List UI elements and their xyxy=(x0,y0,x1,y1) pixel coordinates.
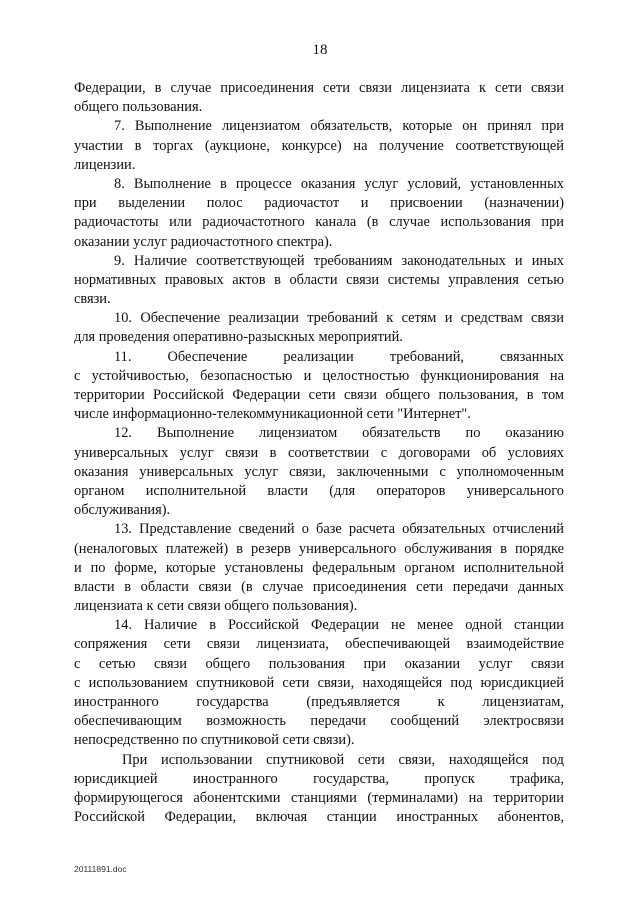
text-line: числе информационно-телекоммуникационной сети "Интернет". xyxy=(74,406,471,423)
text-line: с сетью связи общего пользования при оказании услуг связи xyxy=(74,655,564,672)
text-line: обеспечивающим возможность передачи сообщений электросвязи xyxy=(74,713,564,730)
paragraph xyxy=(74,79,564,117)
text-line: 7. Выполнение лицензиатом обязательств, которые он принял при xyxy=(114,118,564,135)
text-line: непосредственно по спутниковой сети связи). xyxy=(74,732,355,749)
text-line: связи. xyxy=(74,291,111,308)
text-line: оказания универсальных услуг связи, заключенными с уполномоченным xyxy=(74,463,564,480)
text-line: участии в торгах (аукционе, конкурсе) на получение соответствующей xyxy=(74,137,564,154)
text-line: обслуживания). xyxy=(74,502,171,519)
paragraph xyxy=(74,616,564,750)
text-line: территории Российской Федерации сети связи общего пользования, в том xyxy=(74,387,564,403)
text-line: для проведения оперативно-разыскных мероприятий. xyxy=(74,329,403,346)
text-line: 9. Наличие соответствующей требованиям законодательных и иных xyxy=(114,252,564,269)
text-line: сопряжения сети связи лицензиата, обеспечивающей взаимодействие xyxy=(74,636,564,653)
text-line: При использовании спутниковой сети связи, находящейся под xyxy=(122,751,564,768)
text-line: 8. Выполнение в процессе оказания услуг условий, установленных xyxy=(114,175,564,192)
text-line: иностранного государства (предъявляется к лицензиатам, xyxy=(74,694,564,710)
text-line: 14. Наличие в Российской Федерации не менее одной станции xyxy=(114,617,564,634)
text-line: с использованием спутниковой сети связи, находящейся под юрисдикцией xyxy=(74,674,564,691)
text-line: 12. Выполнение лицензиатом обязательств по оказанию xyxy=(114,425,564,442)
paragraph xyxy=(74,117,564,175)
text-line: и по форме, которые установлены федеральным органом исполнительной xyxy=(74,559,564,576)
text-line: общего пользования. xyxy=(74,99,203,116)
text-line: Федерации, в случае присоединения сети связи лицензиата к сети связи xyxy=(74,80,564,96)
text-line: органом исполнительной власти (для операторов универсального xyxy=(74,482,564,499)
page-number: 18 xyxy=(312,42,328,58)
text-line: радиочастоты или радиочастотного канала (в случае использования при xyxy=(74,214,564,231)
text-line: (неналоговых платежей) в резерв универсального обслуживания в порядке xyxy=(74,540,564,557)
text-line: юрисдикцией иностранного государства, пропуск трафика, xyxy=(74,770,564,787)
paragraph xyxy=(74,309,564,347)
text-line: оказании услуг радиочастотного спектра). xyxy=(74,233,333,250)
text-line: лицензии. xyxy=(74,156,136,173)
text-line: с устойчивостью, безопасностью и целостностью функционирования на xyxy=(74,367,564,384)
paragraph xyxy=(74,520,564,616)
text-line: 13. Представление сведений о базе расчета обязательных отчислений xyxy=(114,521,564,538)
text-line: 10. Обеспечение реализации требований к сетям и средствам связи xyxy=(114,310,564,327)
footer-filename: 20111891.doc xyxy=(74,864,127,874)
paragraph xyxy=(74,424,564,520)
paragraph xyxy=(74,348,564,425)
paragraph xyxy=(74,252,564,310)
text-line: власти в области связи (в случае присоединения сети передачи данных xyxy=(74,578,564,595)
text-line: нормативных правовых актов в области связи системы управления сетью xyxy=(74,271,564,288)
text-line: при выделении полос радиочастот и присвоении (назначении) xyxy=(74,195,564,212)
paragraph xyxy=(74,751,564,828)
text-line: формирующегося абонентскими станциями (терминалами) на территории xyxy=(74,789,564,806)
text-line: 11. Обеспечение реализации требований, связанных xyxy=(114,348,564,365)
text-line: лицензиата к сети связи общего пользования). xyxy=(74,598,358,615)
text-line: Российской Федерации, включая станции иностранных абонентов, xyxy=(74,809,564,826)
document-body xyxy=(74,79,564,827)
paragraph xyxy=(74,175,564,252)
text-line: универсальных услуг связи в соответствии с договорами об условиях xyxy=(74,444,564,461)
